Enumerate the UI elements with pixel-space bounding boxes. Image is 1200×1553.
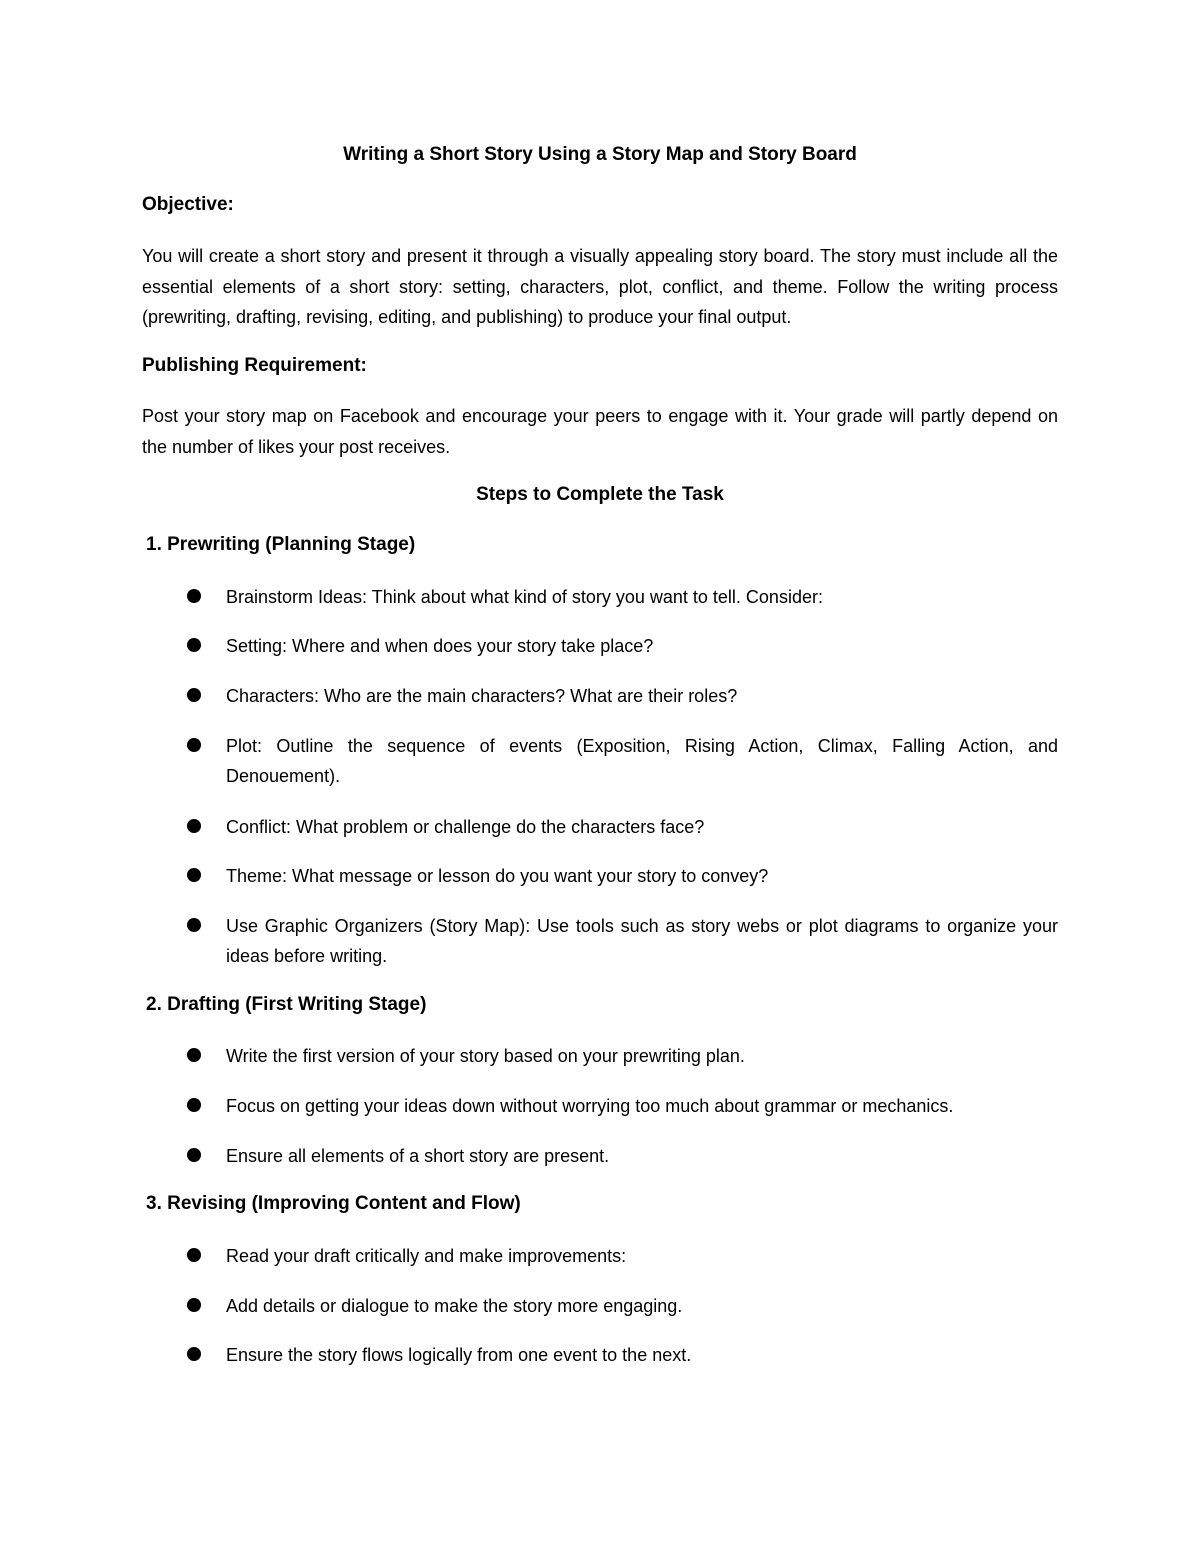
list-item-text: Add details or dialogue to make the story more engaging. bbox=[226, 1296, 683, 1316]
list-item-text: Read your draft critically and make improvements: bbox=[226, 1246, 627, 1266]
bullet-dot-icon bbox=[187, 738, 201, 752]
bullet-dot-icon bbox=[187, 688, 201, 702]
steps-heading: Steps to Complete the Task bbox=[476, 484, 724, 505]
step-1-heading: 1. Prewriting (Planning Stage) bbox=[146, 534, 416, 555]
list-item-text: Conflict: What problem or challenge do the characters face? bbox=[226, 817, 705, 837]
step-2-heading: 2. Drafting (First Writing Stage) bbox=[146, 994, 427, 1015]
bullet-dot-icon bbox=[187, 1048, 201, 1062]
bullet-dot-icon bbox=[187, 1148, 201, 1162]
bullet-dot-icon bbox=[187, 918, 201, 932]
bullet-dot-icon bbox=[187, 1298, 201, 1312]
publishing-heading: Publishing Requirement: bbox=[142, 355, 367, 376]
list-item-text: Ensure the story flows logically from one event to the next. bbox=[226, 1345, 692, 1365]
list-item-text: Focus on getting your ideas down without worrying too much about grammar or mechanics. bbox=[226, 1096, 954, 1116]
list-item-text: Write the first version of your story based on your prewriting plan. bbox=[226, 1046, 745, 1066]
objective-heading: Objective: bbox=[142, 194, 234, 215]
list-item-text: Characters: Who are the main characters? What are their roles? bbox=[226, 686, 738, 706]
document-title: Writing a Short Story Using a Story Map and Story Board bbox=[343, 144, 857, 165]
bullet-dot-icon bbox=[187, 1248, 201, 1262]
bullet-dot-icon bbox=[187, 589, 201, 603]
list-item-text: Setting: Where and when does your story take place? bbox=[226, 636, 654, 656]
bullet-dot-icon bbox=[187, 819, 201, 833]
list-item-text: Brainstorm Ideas: Think about what kind of story you want to tell. Consider: bbox=[226, 587, 823, 607]
bullet-dot-icon bbox=[187, 1347, 201, 1361]
bullet-dot-icon bbox=[187, 868, 201, 882]
list-item-text: Use Graphic Organizers (Story Map): Use tools such as story webs or plot diagrams to organize your ideas before writing. bbox=[226, 916, 1058, 966]
bullet-dot-icon bbox=[187, 638, 201, 652]
objective-paragraph: You will create a short story and present it through a visually appealing story board. The story must include all the essential elements of a short story: setting, characters, plot, conflict, and theme. Follow the writing process (prewriting, drafting, revising, editing, and publishing) to produce your final output. bbox=[142, 246, 1058, 327]
list-item-text: Plot: Outline the sequence of events (Exposition, Rising Action, Climax, Falling Action, and Denouement). bbox=[226, 736, 1058, 786]
step-3-heading: 3. Revising (Improving Content and Flow) bbox=[146, 1193, 521, 1214]
list-item-text: Ensure all elements of a short story are present. bbox=[226, 1146, 610, 1166]
publishing-paragraph: Post your story map on Facebook and encourage your peers to engage with it. Your grade will partly depend on the number of likes your post receives. bbox=[142, 406, 1058, 457]
bullet-dot-icon bbox=[187, 1098, 201, 1112]
list-item-text: Theme: What message or lesson do you want your story to convey? bbox=[226, 866, 769, 886]
